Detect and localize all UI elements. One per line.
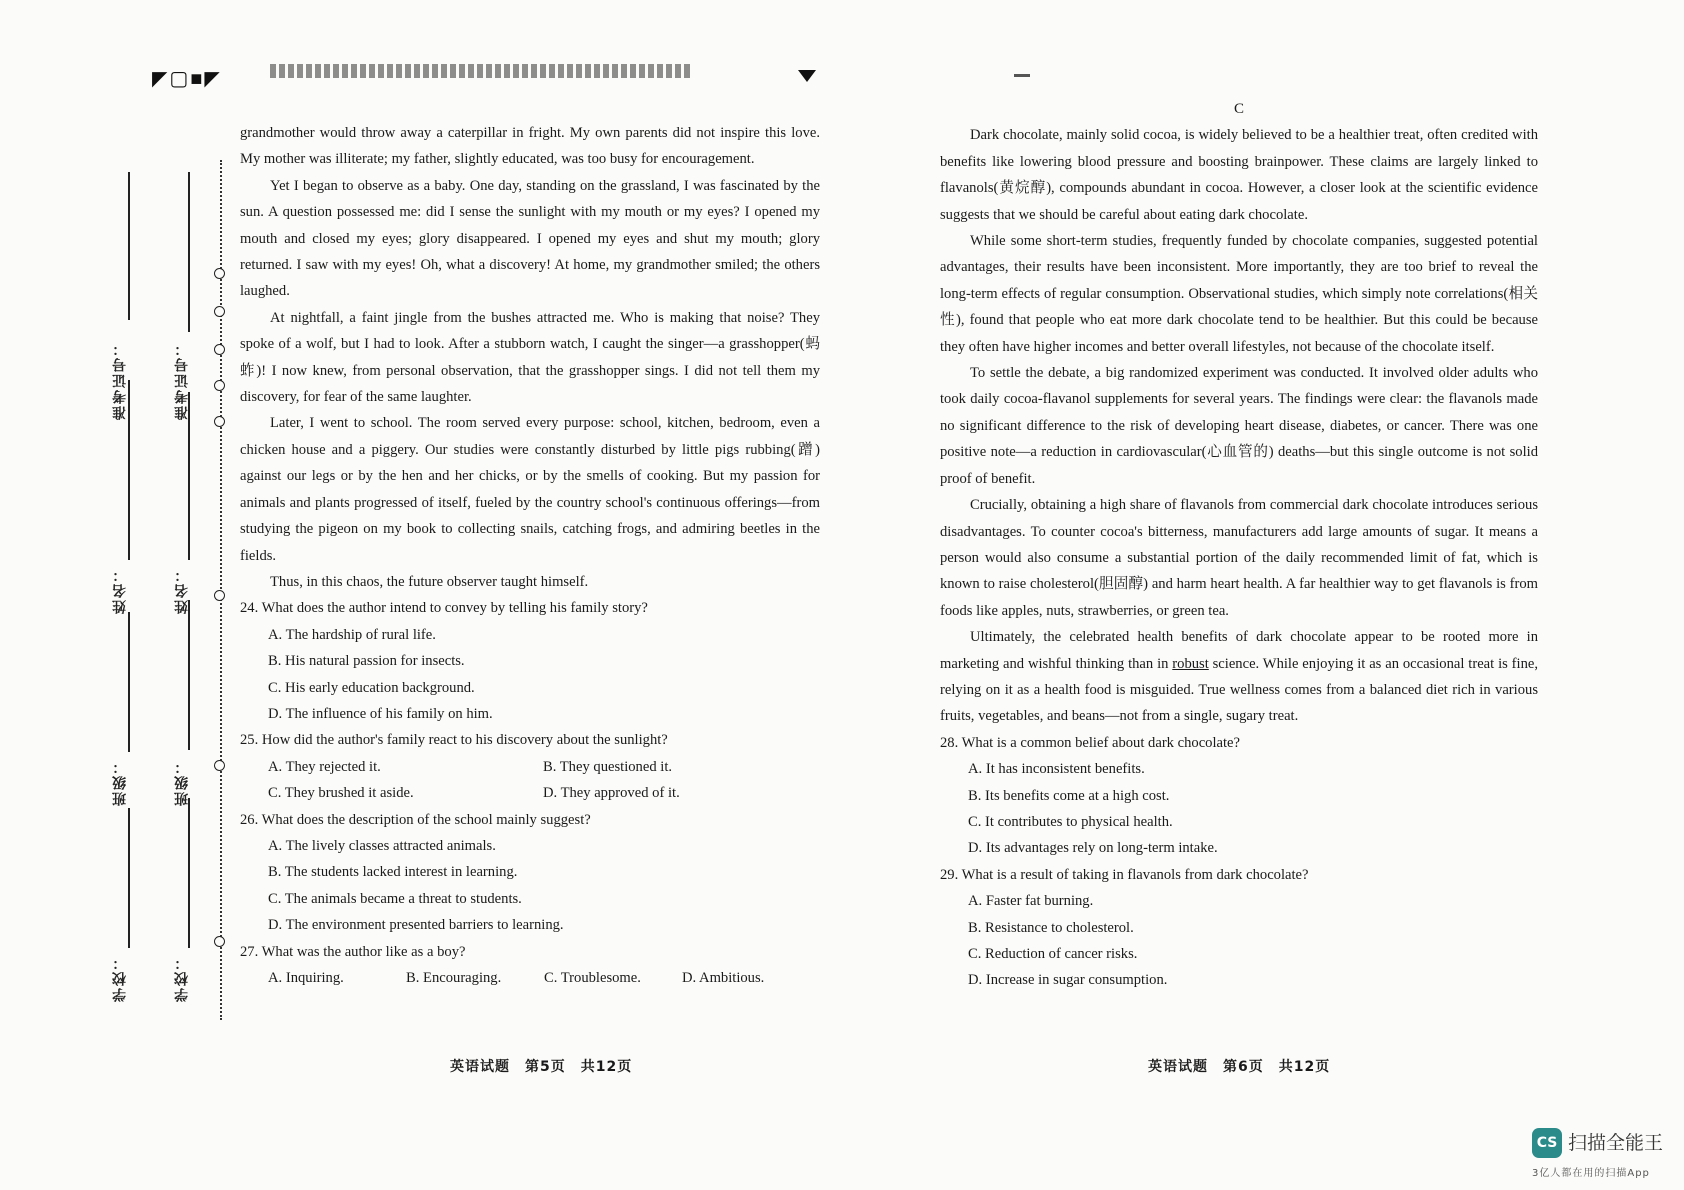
section-heading: C — [1233, 101, 1244, 117]
right-page-footer: 英语试题 第6页 共12页 — [1148, 1059, 1331, 1075]
question-stem: 25. How did the author's family react to his discovery about the sunlight? — [240, 732, 668, 749]
answer-option: B. Its benefits come at a high cost. — [968, 787, 1170, 804]
passage-paragraph: Dark chocolate, mainly solid cocoa, is widely believed to be a healthier treat, often credited with benefits like lowering blood pressure and boosting brainpower. These claims are largely linked to flavanols(黄烷醇), compounds abundant in cocoa. However, a closer look at the scientific evidence suggests that we should be careful about eating dark chocolate. — [940, 127, 1538, 223]
watermark-subtitle: 3亿人都在用的扫描App — [1532, 1168, 1650, 1179]
answer-option: C. They brushed it aside. — [268, 785, 414, 802]
answer-option: B. His natural passion for insects. — [268, 653, 465, 670]
answer-option-row — [240, 754, 820, 780]
answer-option: D. The influence of his family on him. — [268, 705, 493, 722]
passage-paragraph: Thus, in this chaos, the future observer taught himself. — [270, 573, 589, 590]
answer-option: A. Inquiring. — [268, 970, 344, 986]
passage-paragraph: At nightfall, a faint jingle from the bushes attracted me. Who is making that noise? They spoke of a wolf, but I had to look. After a stubborn watch, I caught the singer—a grasshopper(蚂蚱)! I now knew, from personal observation, that the grasshopper sings. I did not tell them my discovery, for fear of the same laughter. — [240, 309, 820, 406]
passage-paragraph: Later, I went to school. The room served every purpose: school, kitchen, bedroom, even a chicken house and a piggery. Our studies were constantly disturbed by little pigs rubbing(蹭) against our legs or by the hen and her chicks, or by the smells of cooking. But my passion for animals and plants progressed of itself, fueled by the country school's continuous offerings—from studying the pigeon on my book to collecting snails, catching frogs, and admiring beetles in the fields. — [240, 415, 820, 564]
seal-circle — [214, 760, 225, 771]
answer-option-row — [240, 965, 820, 991]
school-label-outer: 学校： — [112, 954, 128, 1002]
question-stem: 29. What is a result of taking in flavanols from dark chocolate? — [940, 866, 1309, 883]
question-stem: 28. What is a common belief about dark chocolate? — [940, 734, 1241, 751]
answer-option: B. They questioned it. — [543, 758, 673, 775]
answer-option: A. Faster fat burning. — [968, 893, 1094, 910]
seal-circle — [214, 380, 225, 391]
right-page-body — [940, 96, 1538, 994]
answer-option-row — [240, 780, 820, 806]
passage-paragraph: grandmother would throw away a caterpillar in fright. My own parents did not inspire this love. My mother was illiterate; my father, slightly educated, was too busy for encouragement. — [240, 125, 820, 168]
passage-paragraph: Yet I began to observe as a baby. One day, standing on the grassland, I was fascinated by the sun. A question possessed me: did I sense the sunlight with my mouth or my eyes? I opened my mouth and closed my eyes; glory disappeared. I opened my eyes and shut my mouth; glory returned. I saw with my eyes! Oh, what a discovery! At home, my grandmother smiled; the others laughed. — [240, 177, 820, 300]
class-label-outer: 班级： — [112, 758, 128, 806]
seal-circle — [214, 306, 225, 317]
name-label-inner: 姓名： — [174, 566, 190, 614]
admission-number-label-outer: 准考证号： — [112, 340, 128, 420]
answer-option: B. The students lacked interest in learning. — [268, 864, 518, 881]
passage-paragraph: While some short-term studies, frequently funded by chocolate companies, suggested potential advantages, their results have been inconsistent. More importantly, they are too brief to reveal the long-term effects of regular consumption. Observational studies, which simply note correlations(相关性), found that people who eat more dark chocolate tend to be healthier. But this could be because they often have higher incomes and better overall lifestyles, not because of the chocolate itself. — [940, 233, 1538, 355]
left-page-footer: 英语试题 第5页 共12页 — [450, 1059, 633, 1075]
watermark-title: 扫描全能王 — [1568, 1132, 1664, 1154]
admission-number-label-inner: 准考证号： — [174, 340, 190, 420]
answer-option: D. They approved of it. — [543, 785, 680, 802]
answer-option: D. The environment presented barriers to learning. — [268, 917, 564, 934]
school-label-inner: 学校： — [174, 954, 190, 1002]
passage-paragraph: Crucially, obtaining a high share of flavanols from commercial dark chocolate introduces serious disadvantages. To counter cocoa's bitterness, manufacturers add large amounts of sugar. It means a person would also consume a substantial portion of the daily recommended limit of fat, which is known to raise cholesterol(胆固醇) and harm heart health. A far healthier way to get flavanols is from foods like apples, nuts, strawberries, or green tea. — [940, 497, 1538, 619]
answer-option: D. Ambitious. — [682, 970, 765, 986]
seal-circle — [214, 344, 225, 355]
passage-paragraph: To settle the debate, a big randomized experiment was conducted. It involved older adults who took daily cocoa-flavanol supplements for several years. The findings were clear: the flavanols made no significant difference to the risk of developing heart disease, diabetes, or cancer. There was one positive note—a reduction in cardiovascular(心血管的) deaths—but this single outcome is not solid proof of benefit. — [940, 365, 1538, 487]
header-triangle-mark — [798, 70, 816, 82]
answer-option: C. It contributes to physical health. — [968, 813, 1173, 830]
seal-circle — [214, 936, 225, 947]
seal-circle — [214, 590, 225, 601]
question-stem: 24. What does the author intend to convey by telling his family story? — [240, 600, 648, 617]
passage-paragraph: Ultimately, the celebrated health benefits of dark chocolate appear to be rooted more in marketing and wishful thinking than in robust science. While enjoying it as an occasional treat is fine, relying on it as a health food is misguided. True wellness comes from a balanced diet rich in various fruits, vegetables, and beans—not from a single, sugary treat. — [940, 629, 1538, 725]
question-stem: 26. What does the description of the school mainly suggest? — [240, 811, 591, 828]
answer-option: C. His early education background. — [268, 679, 475, 696]
answer-option: A. The hardship of rural life. — [268, 626, 436, 643]
camscanner-logo: CS — [1532, 1128, 1562, 1158]
answer-option: D. Its advantages rely on long-term intake. — [968, 840, 1218, 857]
answer-option: C. The animals became a threat to students. — [268, 890, 522, 907]
answer-option: A. The lively classes attracted animals. — [268, 837, 496, 854]
underlined-word: robust — [1172, 655, 1209, 672]
answer-option: C. Troublesome. — [544, 970, 641, 986]
seal-circle — [214, 416, 225, 427]
answer-option: D. Increase in sugar consumption. — [968, 972, 1168, 989]
corner-marks: ◤▢■◤ — [152, 68, 222, 90]
question-stem: 27. What was the author like as a boy? — [240, 943, 466, 960]
seal-circle — [214, 268, 225, 279]
header-dash-mark — [1014, 74, 1030, 77]
cropped-header-text — [270, 64, 690, 78]
answer-option: B. Resistance to cholesterol. — [968, 919, 1134, 936]
answer-option: A. They rejected it. — [268, 758, 381, 775]
answer-option: C. Reduction of cancer risks. — [968, 946, 1138, 962]
name-label-outer: 姓名： — [112, 566, 128, 614]
answer-option: A. It has inconsistent benefits. — [968, 761, 1145, 778]
class-label-inner: 班级： — [174, 758, 190, 806]
left-page-body — [240, 120, 820, 991]
answer-option: B. Encouraging. — [406, 970, 502, 986]
